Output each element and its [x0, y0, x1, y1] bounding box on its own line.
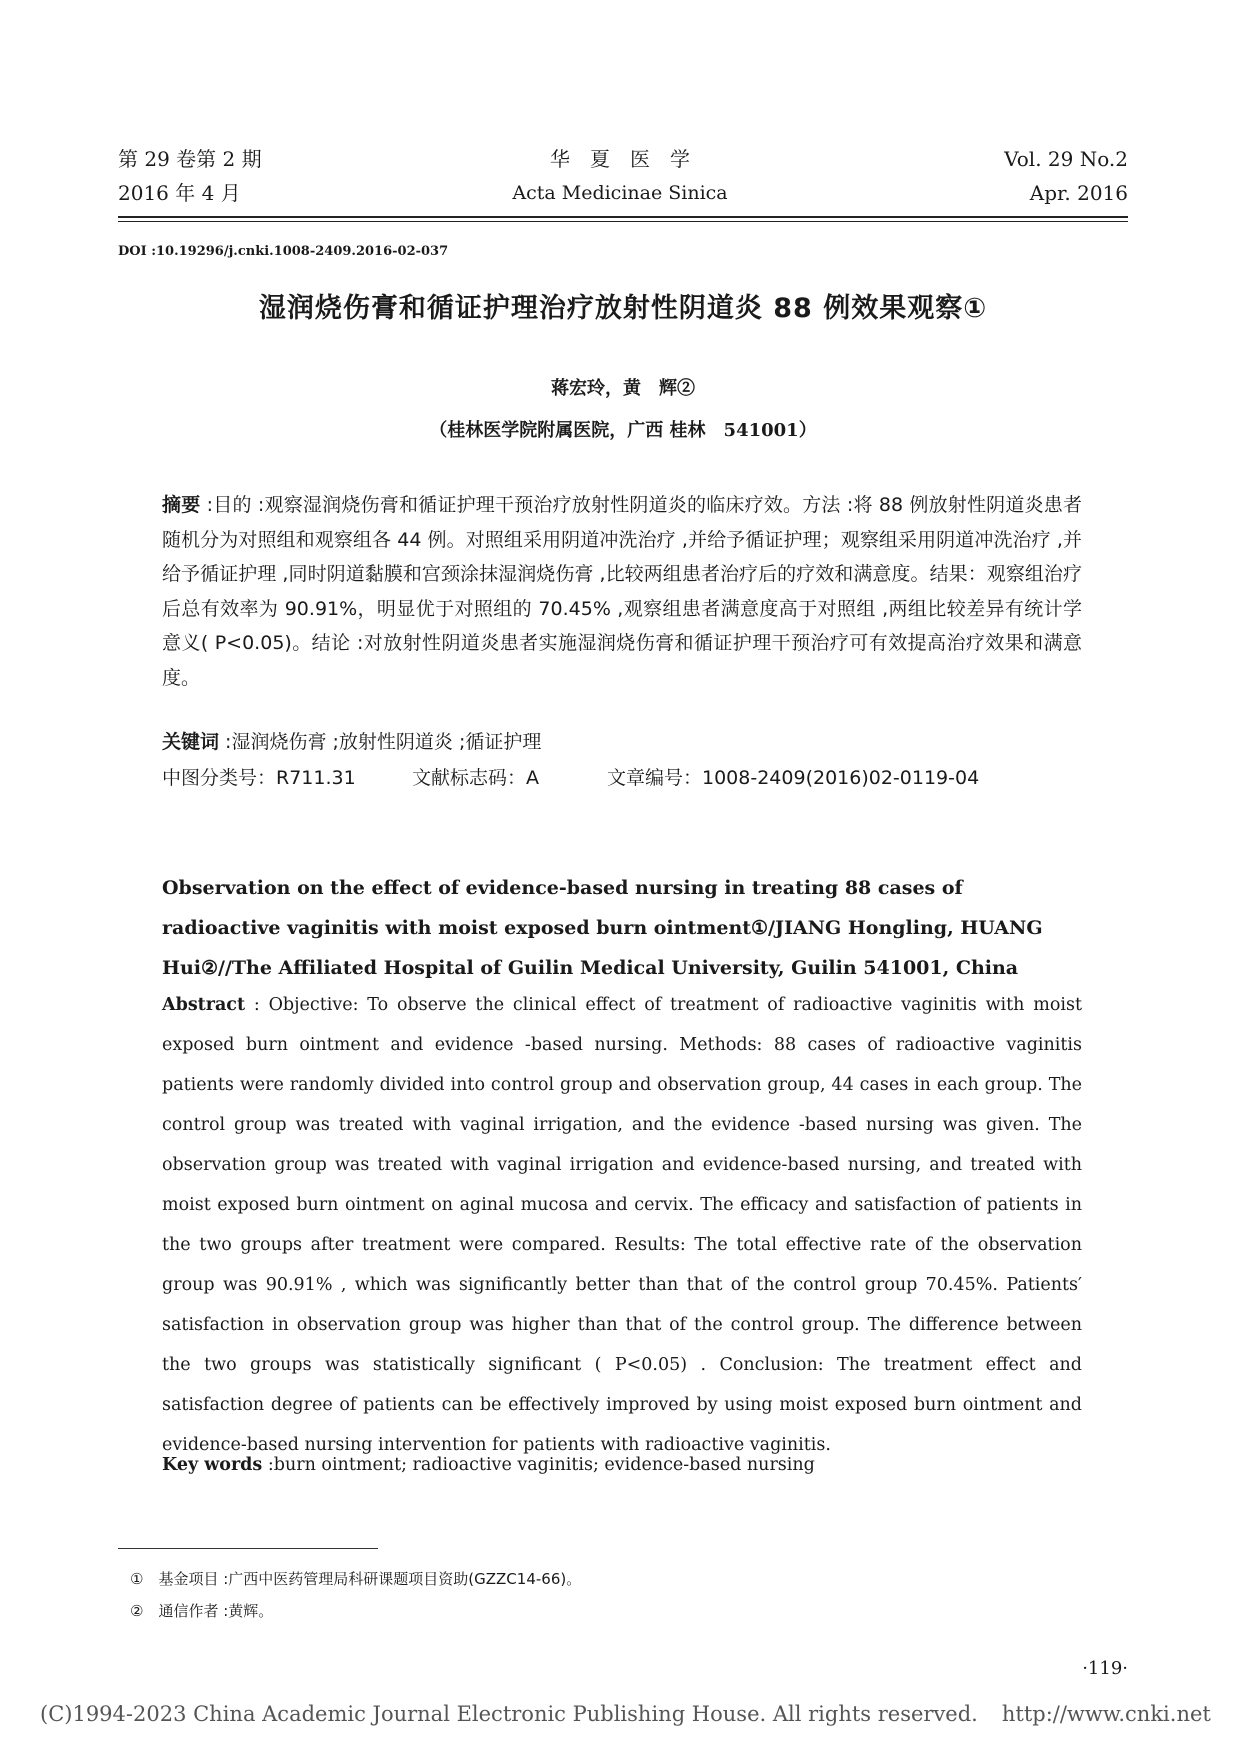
date-en: Apr. 2016 — [1029, 181, 1128, 205]
clc-number: 中图分类号：R711.31 — [162, 767, 356, 789]
doi: DOI :10.19296/j.cnki.1008-2409.2016-02-037 — [118, 244, 449, 259]
keywords-en — [162, 1455, 815, 1475]
footnote-corresponding: ② 通信作者 :黄辉。 — [130, 1602, 274, 1620]
copyright-text: (C)1994-2023 China Academic Journal Electronic Publishing House. All rights reserved. — [40, 1702, 978, 1726]
journal-name-cn: 华 夏 医 学 — [550, 147, 690, 171]
date-cn: 2016 年 4 月 — [118, 181, 241, 205]
journal-name-en: Acta Medicinae Sinica — [512, 182, 728, 204]
page-number: ·119· — [1082, 1658, 1128, 1679]
abstract-en-label: Abstract — [162, 995, 246, 1015]
abstract-cn-text: :目的 :观察湿润烧伤膏和循证护理干预治疗放射性阴道炎的临床疗效。方法 :将 88 例放射性阴道炎患者随机分为对照组和观察组各 44 例。对照组采用阴道冲洗治疗 ,并给予循证护理；观察组采用阴道冲洗治疗 ,并给予循证护理 ,同时阴道黏膜和宫颈涂抹湿润烧伤膏 ,比较两组患者治疗后的疗效和满意度。结果：观察组治疗后总有效率为 90.91%，明显优于对照组的 70.45% ,观察组患者满意度高于对照组 ,两组比较差异有统计学意义( P<0.05)。结论 :对放射性阴道炎患者实施湿润烧伤膏和循证护理干预治疗可有效提高治疗效果和满意度。 — [162, 494, 1082, 689]
authors: 蒋宏玲，黄 辉② — [551, 378, 695, 399]
cnki-link[interactable]: http://www.cnki.net — [1001, 1702, 1211, 1726]
abstract-en-text: : Objective: To observe the clinical effect of treatment of radioactive vaginitis with moist exposed burn ointment and evidence -based nursing. Methods: 88 cases of radioactive vaginitis patients were randomly divided into control group and observation group, 44 cases in each group. The control group was treated with vaginal irrigation, and the evidence -based nursing was given. The observation group was treated with vaginal irrigation and evidence-based nursing, and treated with moist exposed burn ointment on aginal mucosa and cervix. The efficacy and satisfaction of patients in the two groups after treatment were compared. Results: The total effective rate of the observation group was 90.91% , which was significantly better than that of the control group 70.45%. Patients′ satisfaction in observation group was higher than that of the control group. The difference between the two groups was statistically significant ( P<0.05) . Conclusion: The treatment effect and satisfaction degree of patients can be effectively improved by using moist exposed burn ointment and evidence-based nursing intervention for patients with radioactive vaginitis. — [162, 995, 1082, 1455]
classification-line — [162, 763, 979, 790]
keywords-en-label: Key words — [162, 1455, 263, 1475]
keywords-cn-text: :湿润烧伤膏 ;放射性阴道炎 ;循证护理 — [219, 731, 542, 753]
english-title: Observation on the effect of evidence-based nursing in treating 88 cases of radioactive vaginitis with moist exposed burn ointment①/JIANG Hongling, HUANG Hui②//The Affiliated Hospital of Guilin Medical University, Guilin 541001, China — [162, 877, 1043, 979]
keywords-en-text: :burn ointment; radioactive vaginitis; evidence-based nursing — [262, 1455, 815, 1475]
header-rule — [118, 216, 1128, 218]
footnote-rule — [118, 1548, 378, 1549]
abstract-cn-label: 摘要 — [162, 494, 201, 516]
article-number: 文章编号：1008-2409(2016)02-0119-04 — [607, 767, 980, 789]
abstract-cn — [162, 488, 1082, 695]
copyright-line — [40, 1702, 1211, 1726]
keywords-cn — [162, 727, 541, 754]
volume-en: Vol. 29 No.2 — [1004, 147, 1128, 171]
affiliation: （桂林医学院附属医院，广西 桂林 541001） — [429, 420, 817, 441]
document-code: 文献标志码：A — [412, 767, 539, 789]
article-title: 湿润烧伤膏和循证护理治疗放射性阴道炎 88 例效果观察① — [258, 293, 988, 324]
keywords-cn-label: 关键词 — [162, 731, 220, 753]
header-rule-thin — [118, 221, 1128, 222]
volume-cn: 第 29 卷第 2 期 — [118, 147, 262, 171]
footnote-funding: ① 基金项目 :广西中医药管理局科研课题项目资助(GZZC14-66)。 — [130, 1570, 582, 1588]
abstract-en — [162, 985, 1082, 1465]
